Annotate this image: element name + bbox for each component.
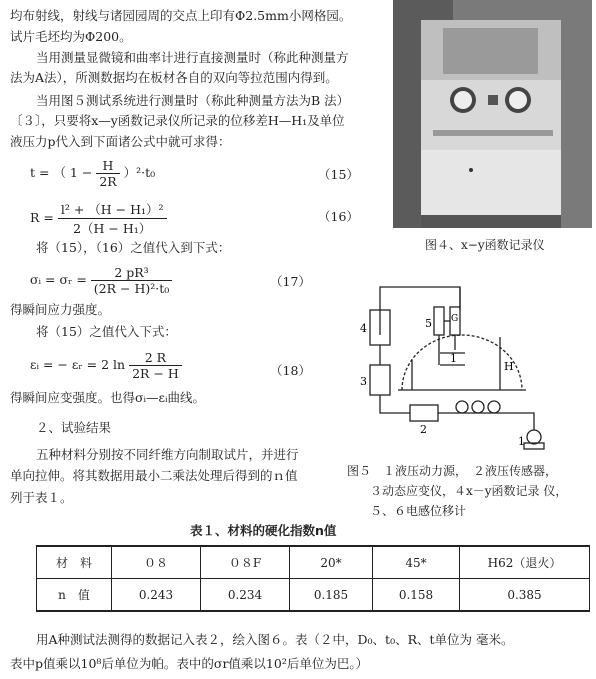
table-header-cell: ０８F <box>201 546 290 579</box>
table-header-cell: ０８ <box>112 546 201 579</box>
xy-recorder-photo <box>393 0 592 228</box>
formula-17-denominator: (2R − H)²·t₀ <box>93 281 170 296</box>
table-header-cell: H62（退火） <box>460 546 590 579</box>
figure5-diagram <box>340 265 555 455</box>
figure5-caption-line: ３动态应变仪，４x－y函数记录 仪， <box>370 484 568 498</box>
equation-number-17: （17） <box>270 274 311 289</box>
body-line: 用A种测试法测得的数据记入表２，绘入图６。表（２中，D₀、t₀、R、t单位为 毫米。 <box>36 632 514 647</box>
table-header-cell: 20* <box>290 546 373 579</box>
table-header-cell: 45* <box>373 546 460 579</box>
formula-15-left: t = （ 1 − <box>30 165 93 180</box>
formula-17-numerator: 2 pR³ <box>91 265 172 281</box>
formula-18-fraction <box>129 350 182 381</box>
table-cell: 0.243 <box>112 579 201 612</box>
body-line: 试片毛坯均为Φ200。 <box>10 29 132 44</box>
formula-18 <box>30 350 182 381</box>
body-line: 列于表１。 <box>10 490 73 505</box>
body-line: 表中p值乘以10⁸后单位为帕。表中的σr值乘以10²后单位为巴。） <box>10 656 369 671</box>
table-cell: 0.234 <box>201 579 290 612</box>
component-2 <box>410 405 438 421</box>
body-line: 法为A法），所测数据均在板材各自的双向等拉范围内得到。 <box>10 70 338 85</box>
equation-number-15: （15） <box>318 167 359 182</box>
fig5-label: H <box>504 360 514 373</box>
body-line: 得瞬间应变强度。也得σᵢ—εᵢ曲线。 <box>10 390 206 405</box>
component-5 <box>434 307 444 335</box>
fig5-label: 2 <box>420 423 427 436</box>
body-line: 均布射线，射线与诸园园周的交点上印有Φ2.5mm小网格园。 <box>10 8 352 23</box>
table-cell: 0.385 <box>460 579 590 612</box>
section-heading: ２、试验结果 <box>36 420 112 435</box>
table-row <box>37 579 590 612</box>
equation-number-18: （18） <box>270 363 311 378</box>
table-cell: n 值 <box>37 579 112 612</box>
formula-15-denominator: 2R <box>99 174 117 189</box>
fig5-label: 1 <box>518 435 525 448</box>
component-3 <box>370 365 390 395</box>
body-line: 得瞬间应力强度。 <box>10 302 111 317</box>
gauge <box>472 401 484 413</box>
formula-16-denominator: 2（H − H₁） <box>73 221 152 236</box>
gauge <box>456 401 468 413</box>
body-line: 将（15）之值代入下式： <box>36 324 177 339</box>
formula-18-left: εᵢ = − εᵣ = 2 ln <box>30 357 126 372</box>
body-line: 液压力p代入到下面诸公式中就可求得： <box>10 134 231 149</box>
table-header-cell: 材 料 <box>37 546 112 579</box>
formula-15-numerator: H <box>96 158 119 174</box>
body-line: 单向拉伸。将其数据用最小二乘法处理后得到的ｎ值 <box>10 468 298 483</box>
formula-18-numerator: 2 R <box>129 350 182 366</box>
formula-17 <box>30 265 172 296</box>
table-cell: 0.185 <box>290 579 373 612</box>
formula-17-left: σᵢ = σᵣ = <box>30 272 87 287</box>
figure5-caption-line: ５、６电感位移计 <box>370 504 467 518</box>
formula-16-fraction <box>58 200 167 237</box>
body-line: 五种材料分别按不同纤维方向制取试片，并进行 <box>36 447 299 462</box>
formula-17-fraction <box>91 265 172 296</box>
fig5-label: G <box>451 314 459 324</box>
formula-16-numerator: l² + （H − H₁）² <box>58 200 167 219</box>
formula-18-denominator: 2R − H <box>132 366 179 381</box>
formula-16 <box>30 200 167 237</box>
table1 <box>36 545 590 612</box>
body-line: 〔３〕，只要将x—y函数记录仪所记录的位移差H—H₁及单位 <box>10 113 345 128</box>
fig5-label: 3 <box>360 375 367 388</box>
recorder-illustration <box>393 0 592 228</box>
pump-symbol <box>527 430 541 444</box>
fig5-label: 1 <box>450 352 457 365</box>
fig5-label: 5 <box>425 317 432 330</box>
figure4-caption: 图４、x−y函数记录仪 <box>425 238 545 252</box>
table-header-row <box>37 546 590 579</box>
table1-title: 表１、材料的硬化指数n值 <box>190 523 337 538</box>
formula-16-left: R = <box>30 210 54 225</box>
gauge <box>488 401 500 413</box>
equation-number-16: （16） <box>318 209 359 224</box>
formula-15 <box>30 158 155 189</box>
formula-15-right: ）²·t₀ <box>123 165 156 180</box>
fig5-label: 4 <box>360 322 367 335</box>
table-cell: 0.158 <box>373 579 460 612</box>
body-line: 当用图５测试系统进行测量时（称此种测量方法为B 法） <box>36 93 350 108</box>
body-line: 将（15），（16）之值代入到下式： <box>36 240 231 255</box>
figure5-caption-line: 图５ １液压动力源， ２液压传感器， <box>347 464 558 478</box>
wire-top <box>380 287 460 310</box>
body-line: 当用测量显微镜和曲率计进行直接测量时（称此种测量方 <box>36 50 349 65</box>
formula-15-fraction <box>96 158 119 189</box>
